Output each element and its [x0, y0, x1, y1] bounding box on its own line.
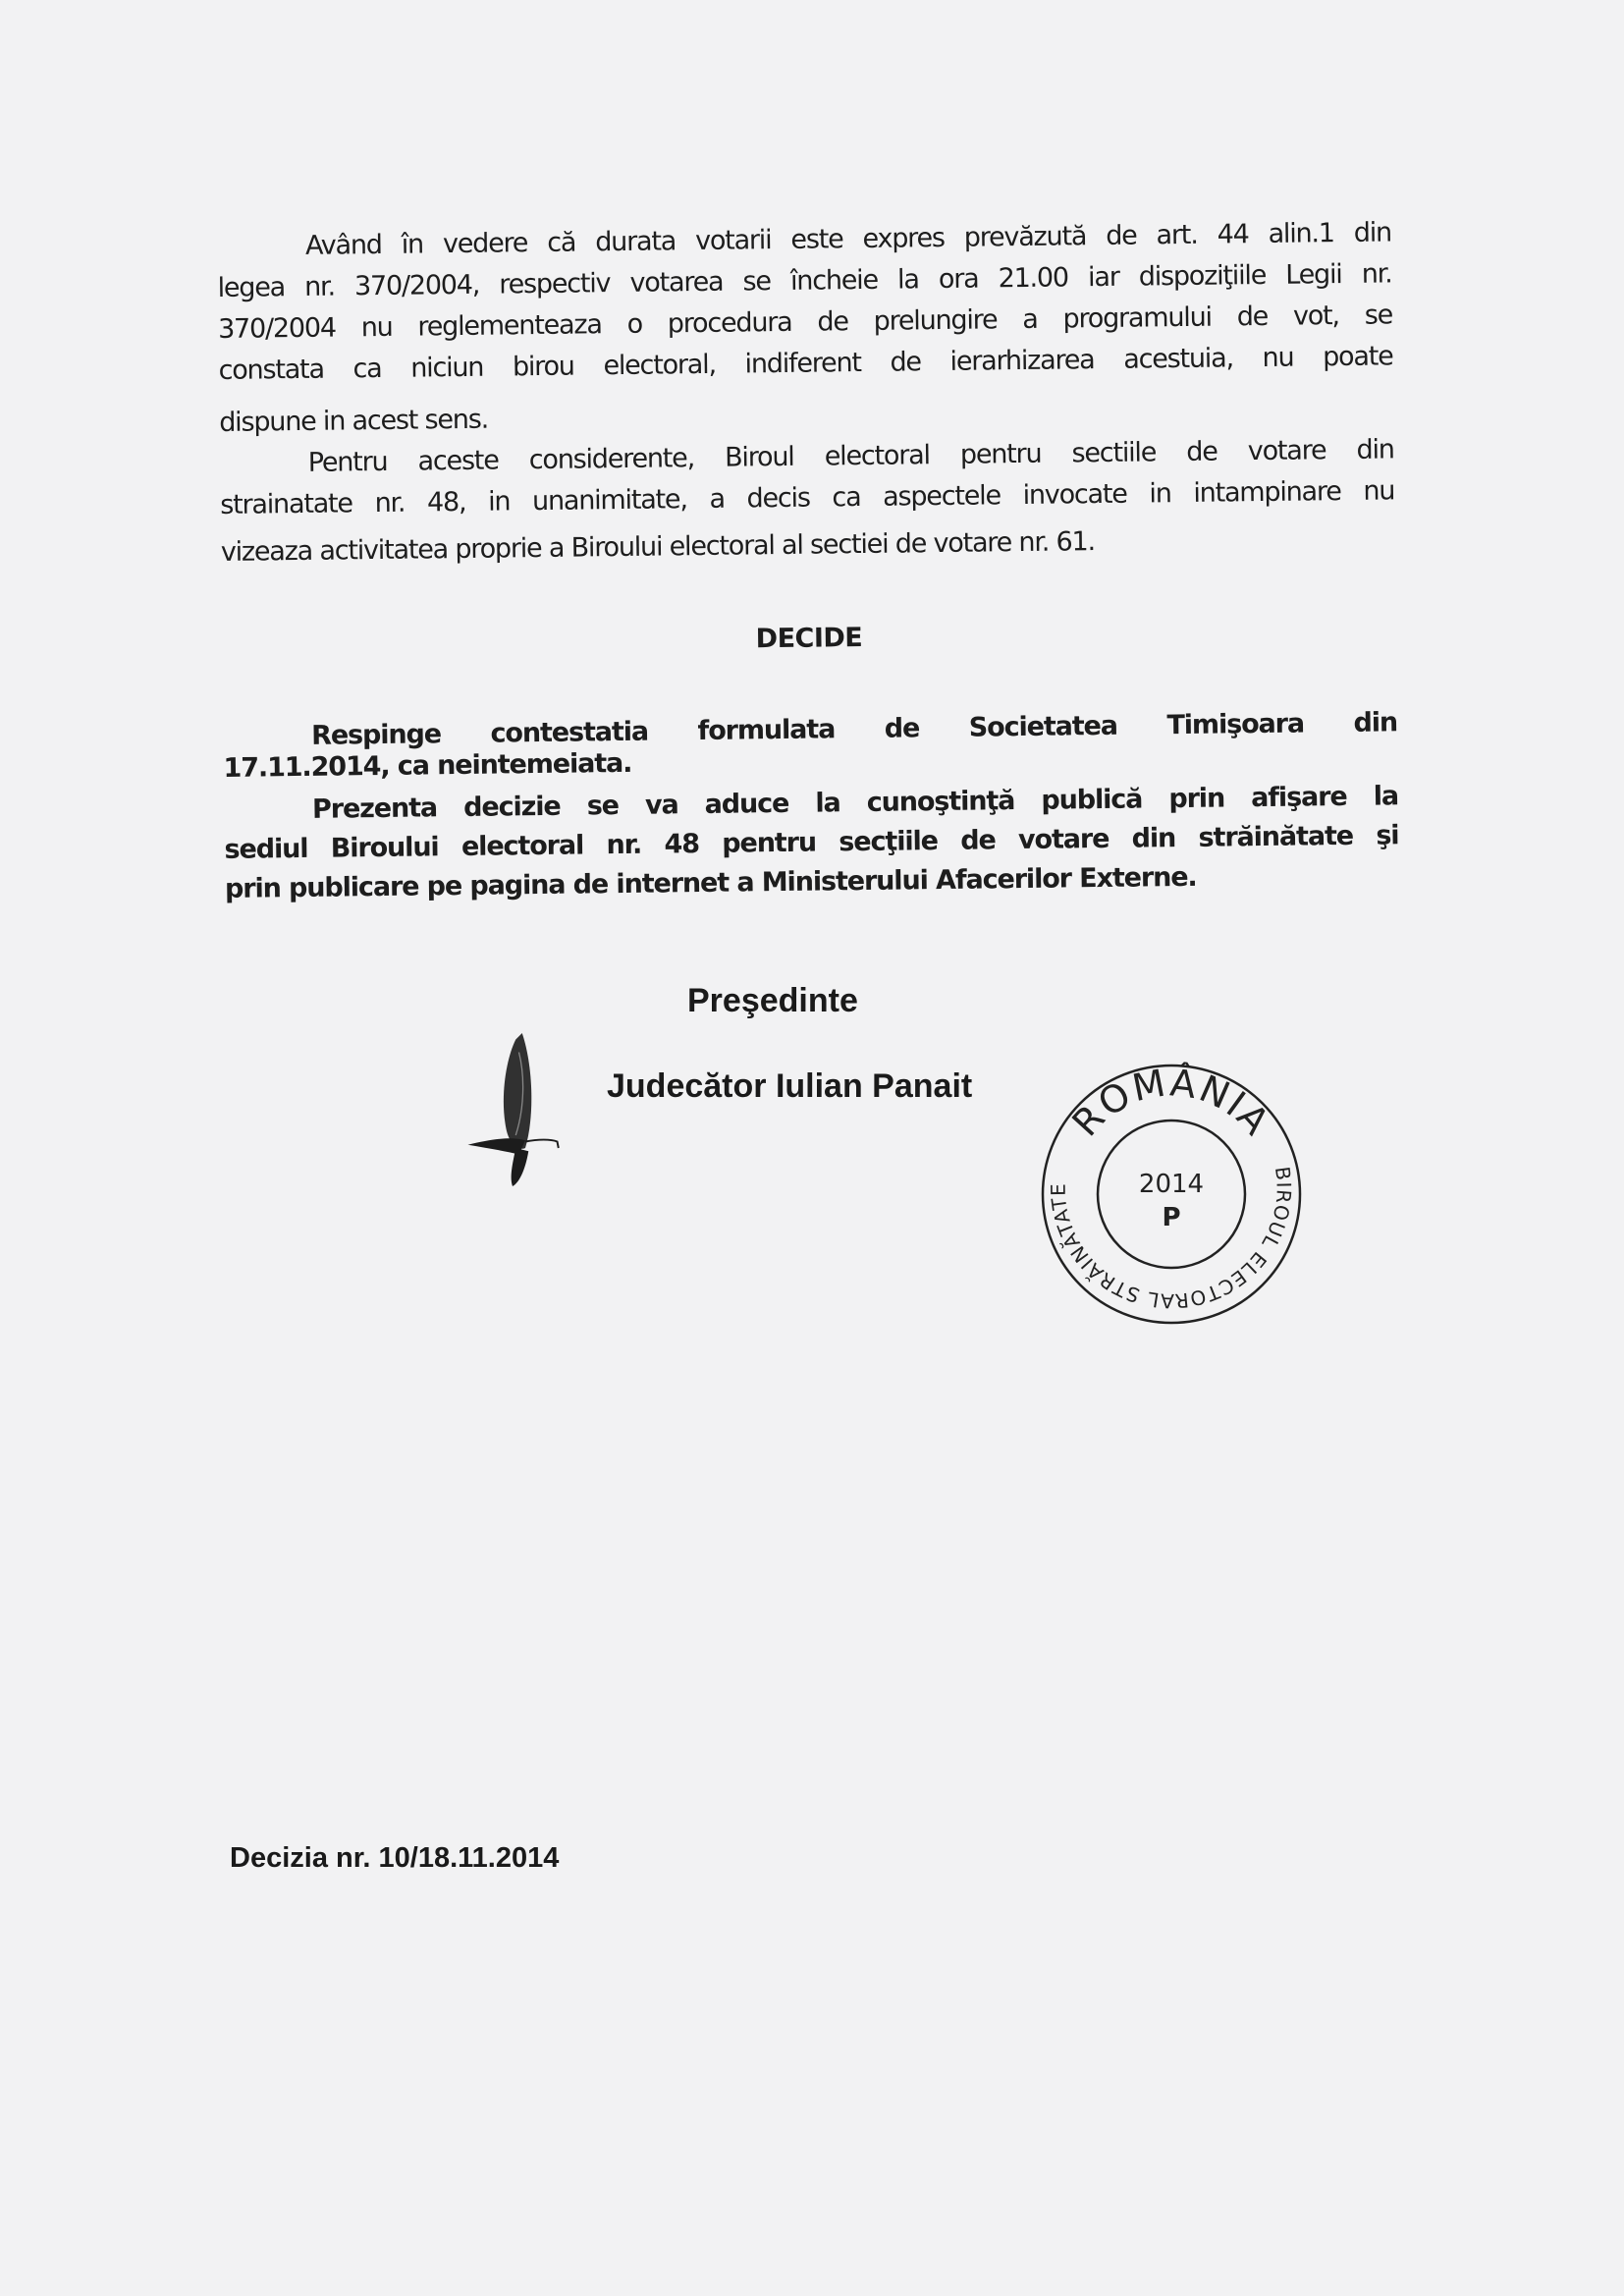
stamp-letter: P [1162, 1203, 1181, 1232]
paragraph-1-line: constata ca niciun birou electoral, indiferent de ierarhizarea acestuia, nu poate [218, 341, 1393, 386]
paragraph-2-line: vizeaza activitatea proprie a Biroului electoral al sectiei de votare nr. 61. [220, 526, 1096, 568]
paragraph-2-line: Pentru aceste considerente, Biroul electoral pentru sectiile de votare din [307, 434, 1394, 478]
handwritten-signature [461, 982, 589, 1237]
decision-2-line: Prezenta decizie se va aduce la cunoştinţă publică prin afişare la [311, 781, 1399, 825]
decision-2-line: prin publicare pe pagina de internet a Ministerului Afacerilor Externe. [224, 861, 1197, 904]
signatory-name: Judecător Iulian Panait [607, 1067, 973, 1105]
paragraph-1-line: dispune in acest sens. [219, 404, 489, 438]
stamp-ring-text: BIROUL ELECTORAL STRĂINĂTATE [1046, 1165, 1296, 1313]
signatory-role: Preşedinte [687, 982, 858, 1019]
decision-heading: DECIDE [755, 622, 863, 655]
paragraph-1-line: Având în vedere că durata votarii este expres prevăzută de art. 44 alin.1 din [304, 217, 1392, 261]
paragraph-1-line: legea nr. 370/2004, respectiv votarea se încheie la ora 21.00 iar dispoziţiile Legii nr. [217, 258, 1392, 303]
decision-2-line: sediul Biroului electoral nr. 48 pentru secţiile de votare din străinătate şi [224, 820, 1399, 865]
decision-reference: Decizia nr. 10/18.11.2014 [230, 1842, 560, 1874]
official-stamp [1034, 1057, 1309, 1332]
stamp-top-text: ROMÂNIA [1063, 1061, 1279, 1145]
decision-1-line: 17.11.2014, ca neintemeiata. [223, 747, 632, 784]
paragraph-2-line: strainatate nr. 48, in unanimitate, a decis ca aspectele invocate in intampinare nu [220, 475, 1395, 520]
paragraph-1-line: 370/2004 nu reglementeaza o procedura de prelungire a programului de vot, se [217, 300, 1393, 345]
stamp-year: 2014 [1138, 1170, 1205, 1199]
decision-1-line: Respinge contestatia formulata de Societatea Timişoara din [310, 707, 1398, 751]
